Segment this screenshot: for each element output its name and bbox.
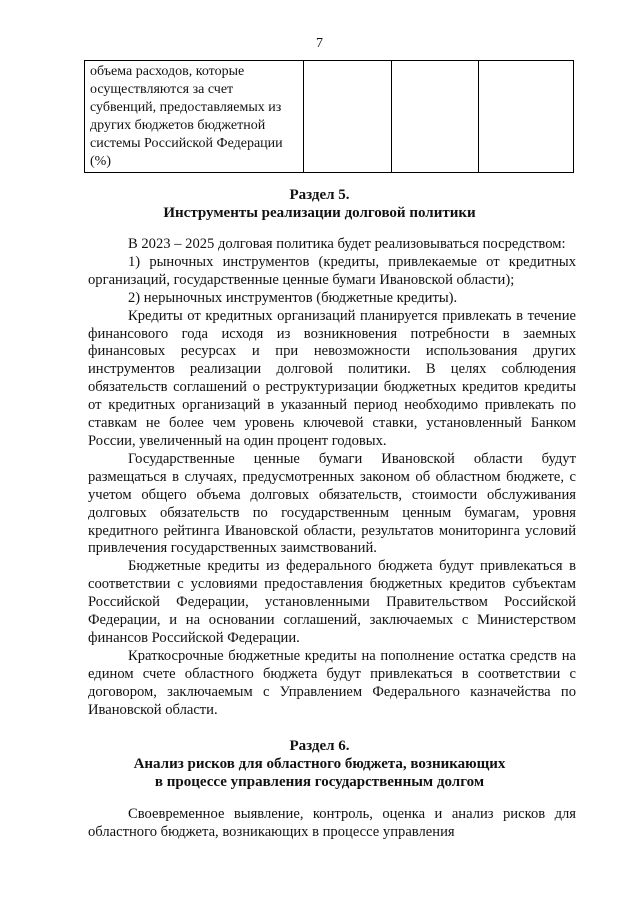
continuation-table <box>84 60 574 173</box>
table-cell-value <box>392 61 479 173</box>
table-row <box>85 61 574 173</box>
table-cell-value <box>304 61 392 173</box>
section-6-body <box>88 806 576 842</box>
paragraph: В 2023 – 2025 долговая политика будет реализовываться посредством: <box>128 236 566 252</box>
paragraph: Кредиты от кредитных организаций планируется привлекать в течение финансового года исходя из возникновения потребности в заемных финансовых ресурсах и при невозможности использования других инструментов реализации долговой политики. В целях соблюдения обязательств соглашений о реструктуризации бюджетных кредитов кредиты от кредитных организаций в указанный период необходимо привлекать по ставкам не более чем уровень ключевой ставки, установленный Банком России, увеличенный на один процент годовых. <box>88 307 576 449</box>
paragraph: Краткосрочные бюджетные кредиты на пополнение остатка средств на едином счете областного бюджета будут привлекаться в соответствии с договором, заключаемым с Управлением Федерального казначейства по Ивановской области. <box>88 647 576 718</box>
section-6-subtitle-line-2: в процессе управления государственным долгом <box>154 774 485 790</box>
table-cell-label: объема расходов, которые осуществляются за счет субвенций, предоставляемых из других бюджетов бюджетной системы Российской Федерации (%) <box>85 61 304 173</box>
table-cell-value <box>479 61 574 173</box>
section-5-body <box>88 236 576 719</box>
section-6-title: Раздел 6. <box>289 738 350 754</box>
paragraph: Бюджетные кредиты из федерального бюджета будут привлекаться в соответствии с условиями предоставления бюджетных кредитов субъектам Российской Федерации, установленными Правительством Российской Федерации, и на основании соглашений, заключаемых с Министерством финансов Российской Федерации. <box>88 558 576 646</box>
paragraph: Своевременное выявление, контроль, оценка и анализ рисков для областного бюджета, возникающих в процессе управления <box>88 806 576 840</box>
paragraph: Государственные ценные бумаги Ивановской области будут размещаться в случаях, предусмотренных законом об областном бюджете, с учетом общего объема долговых обязательств, стоимости обслуживания долговых обязательств по государственным ценным бумагам, уровня кредитного рейтинга Ивановской области, результатов мониторинга условий привлечения государственных заимствований. <box>88 450 576 557</box>
section-6-subtitle-line-1: Анализ рисков для областного бюджета, возникающих <box>133 756 506 772</box>
paragraph: 1) рыночных инструментов (кредиты, привлекаемые от кредитных организаций, государственные ценные бумаги Ивановской области); <box>88 253 576 288</box>
page-number: 7 <box>316 36 323 51</box>
section-5-subtitle: Инструменты реализации долговой политики <box>163 205 476 221</box>
paragraph: 2) нерыночных инструментов (бюджетные кредиты). <box>128 289 458 306</box>
section-5-title: Раздел 5. <box>289 187 350 203</box>
